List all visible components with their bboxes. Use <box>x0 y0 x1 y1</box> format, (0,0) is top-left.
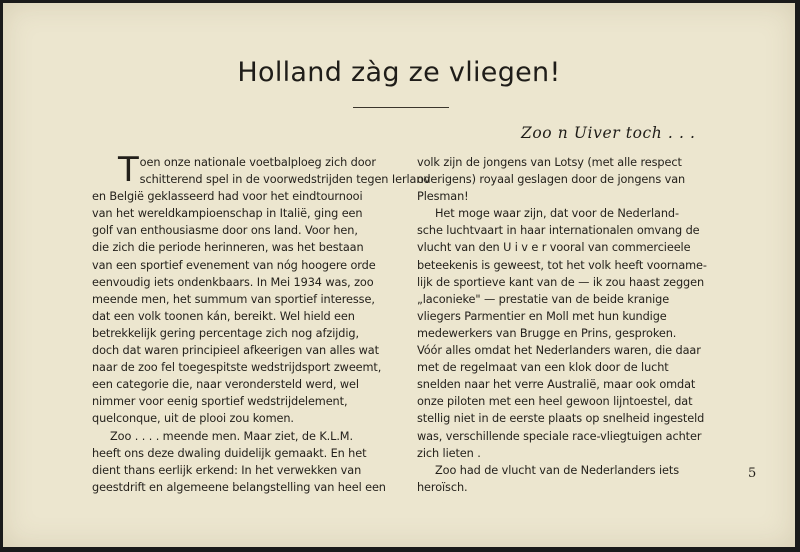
text-line: vliegers Parmentier en Moll met hun kundige <box>417 309 667 323</box>
text-line: beteekenis is geweest, tot het volk heeft voorname- <box>417 258 707 272</box>
text-line: overigens) royaal geslagen door de jongens van <box>417 173 686 187</box>
text-line: meende men, het summum van sportief interesse, <box>92 292 375 306</box>
text-line: Plesman! <box>417 190 469 204</box>
text-line: schitterend spel in de voorwedstrijden tegen Ierland <box>139 173 431 187</box>
text-line: lijk de sportieve kant van de — ik zou haast zeggen <box>417 275 705 289</box>
text-line: met de regelmaat van een klok door de lucht <box>417 361 669 375</box>
text-line: zich lieten . <box>417 446 481 460</box>
text-line: van een sportief evenement van nóg hoogere orde <box>92 258 376 272</box>
page-title: Holland zàg ze vliegen! <box>237 57 561 88</box>
text-line: stellig niet in de eerste plaats op snelheid ingesteld <box>417 412 705 426</box>
text-line: golf van enthousiasme door ons land. Voor hen, <box>92 224 358 238</box>
text-line: heroïsch. <box>417 480 468 494</box>
text-line: volk zijn de jongens van Lotsy (met alle respect <box>417 156 682 169</box>
text-line: quelconque, uit de plooi zou komen. <box>92 412 294 426</box>
text-line: medewerkers van Brugge en Prins, gesproken. <box>417 326 677 340</box>
text-line: snelden naar het verre Australië, maar ook omdat <box>417 378 696 392</box>
text-line: naar de zoo fel toegespitste wedstrijdsport zweemt, <box>92 361 382 375</box>
drop-cap: T <box>118 150 139 190</box>
text-line: was, verschillende speciale race-vliegtuigen achter <box>417 429 702 443</box>
page-number: 5 <box>748 466 757 481</box>
title-divider <box>353 107 449 108</box>
text-line: dient thans eerlijk erkend: In het verwekken van <box>92 463 362 477</box>
text-line: Het moge waar zijn, dat voor de Nederland- <box>435 207 679 221</box>
text-line: nimmer voor eenig sportief wedstrijdelement, <box>92 395 348 409</box>
text-line: van het wereldkampioenschap in Italië, ging een <box>92 207 363 221</box>
page-subtitle: Zoo n Uiver toch . . . <box>521 124 696 142</box>
text-line: „laconieke" — prestatie van de beide kranige <box>417 292 670 306</box>
text-line: vlucht van den U i v e r vooral van commercieele <box>417 241 691 255</box>
text-line: doch dat waren principieel afkeerigen van alles wat <box>92 344 379 358</box>
text-line: geestdrift en algemeene belangstelling van heel een <box>92 480 386 494</box>
text-line: heeft ons deze dwaling duidelijk gemaakt. En het <box>92 446 367 460</box>
text-line: betrekkelijk gering percentage zich nog afzijdig, <box>92 326 359 340</box>
text-line: sche luchtvaart in haar internationalen omvang de <box>417 224 700 238</box>
text-line: eenvoudig iets ondenkbaars. In Mei 1934 was, zoo <box>92 275 374 289</box>
text-line: dat een volk toonen kán, bereikt. Wel hield een <box>92 309 355 323</box>
text-line: die zich die periode herinneren, was het bestaan <box>92 241 364 255</box>
text-line: en België geklasseerd had voor het eindtournooi <box>92 190 363 204</box>
text-line: Zoo . . . . meende men. Maar ziet, de K.L.M. <box>110 429 353 443</box>
text-line: onze piloten met een heel gewoon lijntoestel, dat <box>417 395 693 409</box>
book-page <box>3 3 795 547</box>
left-column <box>92 150 431 496</box>
text-line: Zoo had de vlucht van de Nederlanders iets <box>435 463 679 477</box>
text-line: oen onze nationale voetbalploeg zich door <box>139 156 376 169</box>
right-column <box>417 154 722 496</box>
text-line: een categorie die, naar verondersteld werd, wel <box>92 378 359 392</box>
text-line: Vóór alles omdat het Nederlanders waren, die daar <box>417 344 701 358</box>
